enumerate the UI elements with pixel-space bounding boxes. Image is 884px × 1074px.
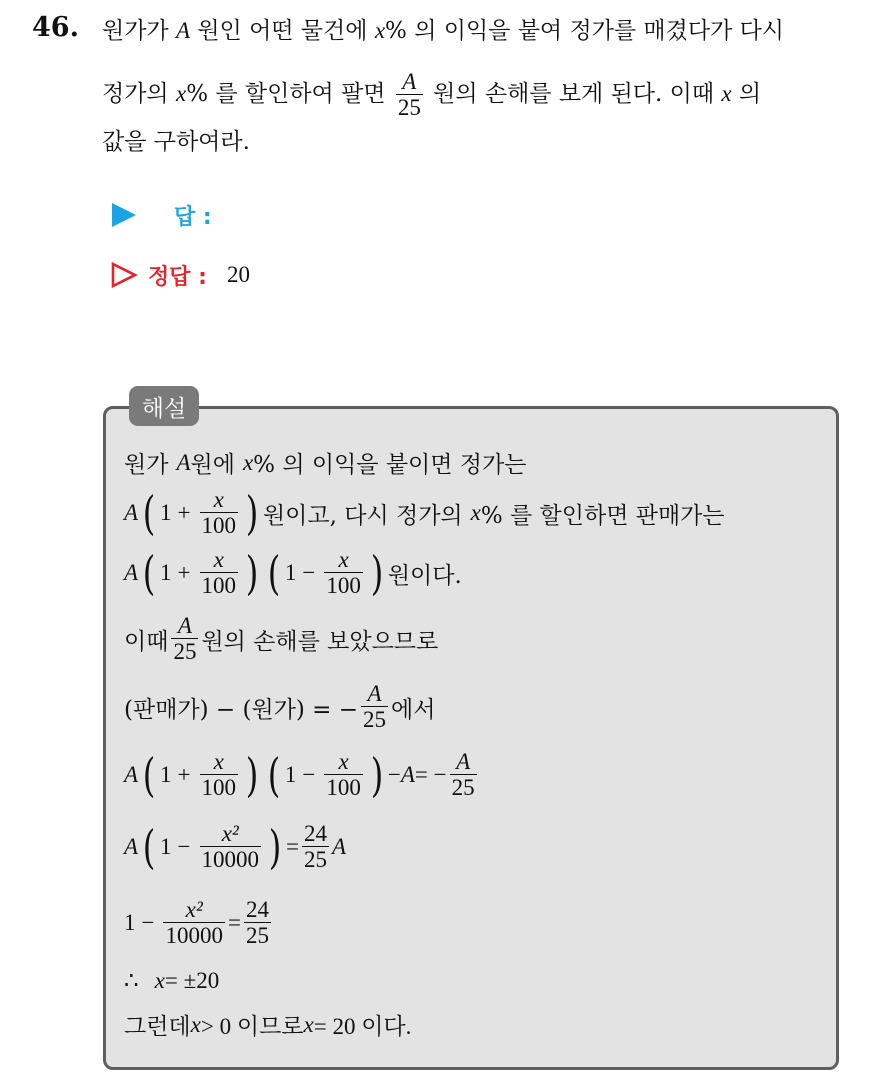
fraction-x-over-100 bbox=[324, 548, 363, 598]
minus: − bbox=[302, 762, 316, 788]
fraction-den: 10000 bbox=[165, 923, 223, 949]
fraction-num: x bbox=[213, 487, 224, 512]
paren-close: ) bbox=[245, 485, 259, 540]
fraction-den: 100 bbox=[201, 775, 236, 801]
paren-close: ) bbox=[268, 819, 282, 874]
plus: + bbox=[177, 560, 191, 586]
text: 원의 손해를 보았으므로 bbox=[201, 628, 439, 655]
text: = − bbox=[414, 762, 447, 788]
correct-answer-value: 20 bbox=[226, 262, 250, 287]
fraction-x-over-100 bbox=[324, 750, 363, 800]
solution-line-10 bbox=[124, 1008, 411, 1041]
fraction-A-over-25 bbox=[361, 682, 388, 732]
fraction-den: 100 bbox=[326, 573, 361, 599]
fraction-num: 24 bbox=[245, 897, 269, 922]
var-x: x bbox=[374, 18, 386, 43]
paren-open: ( bbox=[267, 747, 281, 802]
var-x: x bbox=[242, 449, 254, 475]
fraction-den: 25 bbox=[245, 923, 269, 949]
problem-line-1 bbox=[102, 12, 784, 45]
num-1: 1 bbox=[160, 834, 172, 860]
fraction-x-over-100 bbox=[200, 548, 239, 598]
text: = 20 이다. bbox=[313, 1014, 412, 1039]
text: % 의 이익을 붙여 정가를 매겼다가 다시 bbox=[385, 18, 785, 44]
plus: + bbox=[177, 762, 191, 788]
text: − bbox=[387, 762, 401, 788]
text: 원인 어떤 물건에 bbox=[190, 18, 375, 44]
num-1: 1 bbox=[284, 762, 297, 788]
fraction-num: 24 bbox=[303, 821, 327, 846]
text: % 를 할인하여 팔면 bbox=[186, 81, 393, 108]
num-1: 1 bbox=[160, 762, 172, 788]
paren-open: ( bbox=[142, 747, 156, 802]
fraction-den: 25 bbox=[397, 95, 421, 121]
fraction-den: 100 bbox=[326, 775, 361, 801]
play-triangle-icon bbox=[112, 203, 136, 227]
fraction-24-over-25 bbox=[302, 822, 329, 872]
var-A: A bbox=[400, 762, 415, 788]
solution-line-5 bbox=[124, 682, 435, 732]
fraction-den: 25 bbox=[451, 775, 475, 801]
fraction-den: 100 bbox=[201, 513, 236, 539]
fraction-x2-over-10000 bbox=[163, 898, 225, 948]
plus: + bbox=[177, 500, 191, 526]
paren-open: ( bbox=[142, 545, 156, 600]
paren-close: ) bbox=[245, 545, 259, 600]
solution-line-9 bbox=[124, 968, 219, 994]
num-1: 1 bbox=[284, 560, 297, 586]
text: 그런데 bbox=[124, 1014, 191, 1040]
problem-line-3: 값을 구하여라. bbox=[102, 129, 250, 155]
var-A: A bbox=[124, 560, 139, 586]
paren-open: ( bbox=[267, 545, 281, 600]
text: 원가 bbox=[124, 452, 169, 478]
solution-line-8 bbox=[124, 898, 274, 948]
fraction-A-over-25 bbox=[171, 614, 198, 664]
fraction-num: A bbox=[402, 69, 417, 94]
fraction-num: x bbox=[213, 547, 224, 572]
correct-answer-row bbox=[110, 258, 250, 292]
fraction-den: 25 bbox=[173, 639, 197, 665]
answer-label: 답 : bbox=[174, 204, 212, 230]
text: 원이고, 다시 정가의 bbox=[262, 502, 463, 529]
text: 원가가 bbox=[102, 18, 176, 44]
equals: = bbox=[227, 910, 241, 936]
solution-line-7 bbox=[124, 819, 346, 874]
fraction-den: 25 bbox=[303, 847, 327, 873]
var-A: A bbox=[124, 500, 139, 526]
text: = ±20 bbox=[164, 968, 220, 993]
solution-line-1 bbox=[124, 446, 526, 479]
num-1: 1 bbox=[160, 560, 172, 586]
solution-tab: 해설 bbox=[129, 386, 199, 426]
text: 정가의 bbox=[102, 81, 176, 108]
paren-open: ( bbox=[142, 819, 156, 874]
solution-line-2 bbox=[124, 485, 725, 540]
minus: − bbox=[177, 834, 191, 860]
var-x: x bbox=[470, 500, 481, 526]
text: 원의 손해를 보게 된다. 이때 bbox=[425, 81, 722, 108]
fraction-num: x² bbox=[185, 897, 203, 922]
fraction-num: A bbox=[456, 749, 471, 774]
paren-close: ) bbox=[245, 747, 259, 802]
solution-line-4 bbox=[124, 614, 438, 664]
var-A: A bbox=[124, 762, 139, 788]
correct-answer-label: 정답 : bbox=[148, 264, 207, 290]
equals: = bbox=[285, 834, 299, 860]
fraction-x-over-100 bbox=[200, 750, 239, 800]
minus: − bbox=[141, 910, 155, 936]
answer-row[interactable] bbox=[112, 198, 212, 232]
text: 원에 bbox=[190, 452, 235, 478]
problem-line-2 bbox=[102, 70, 761, 120]
var-x: x bbox=[303, 1011, 314, 1037]
text: % 를 할인하면 판매가는 bbox=[480, 502, 725, 529]
fraction-num: x bbox=[338, 749, 349, 774]
fraction-den: 25 bbox=[363, 707, 387, 733]
fraction-A-over-25 bbox=[396, 70, 423, 120]
fraction-num: x bbox=[213, 749, 224, 774]
num-1: 1 bbox=[124, 910, 136, 936]
problem-number: 46. bbox=[32, 12, 79, 43]
var-x: x bbox=[721, 81, 732, 107]
num-1: 1 bbox=[160, 500, 172, 526]
paren-close: ) bbox=[370, 747, 384, 802]
fraction-x-over-100 bbox=[200, 488, 239, 538]
minus: − bbox=[302, 560, 316, 586]
var-A: A bbox=[331, 834, 346, 860]
fraction-24-over-25 bbox=[244, 898, 271, 948]
text: % 의 이익을 붙이면 정가는 bbox=[253, 452, 527, 478]
paren-open: ( bbox=[142, 485, 156, 540]
fraction-num: x bbox=[338, 547, 349, 572]
solution-line-6 bbox=[124, 747, 480, 802]
fraction-A-over-25 bbox=[450, 750, 477, 800]
text: 이때 bbox=[124, 628, 169, 655]
text: 원이다. bbox=[387, 562, 462, 589]
therefore-symbol: ∴ bbox=[124, 968, 139, 993]
fraction-num: A bbox=[177, 613, 192, 638]
var-A: A bbox=[124, 834, 139, 860]
fraction-den: 10000 bbox=[201, 847, 259, 873]
var-A: A bbox=[175, 18, 191, 43]
text: 에서 bbox=[391, 696, 436, 723]
var-x: x bbox=[175, 81, 187, 107]
fraction-den: 100 bbox=[201, 573, 236, 599]
var-A: A bbox=[176, 449, 191, 475]
var-x: x bbox=[154, 968, 165, 993]
fraction-num: x² bbox=[221, 821, 239, 846]
text: 의 bbox=[731, 81, 762, 108]
solution-line-3 bbox=[124, 545, 462, 600]
fraction-x2-over-10000 bbox=[200, 822, 262, 872]
fraction-num: A bbox=[367, 681, 382, 706]
var-x: x bbox=[190, 1011, 201, 1037]
paren-close: ) bbox=[370, 545, 384, 600]
text: > 0 이므로 bbox=[200, 1014, 304, 1039]
text: (판매가) − (원가) = − bbox=[124, 696, 359, 723]
outline-triangle-icon bbox=[110, 261, 138, 289]
